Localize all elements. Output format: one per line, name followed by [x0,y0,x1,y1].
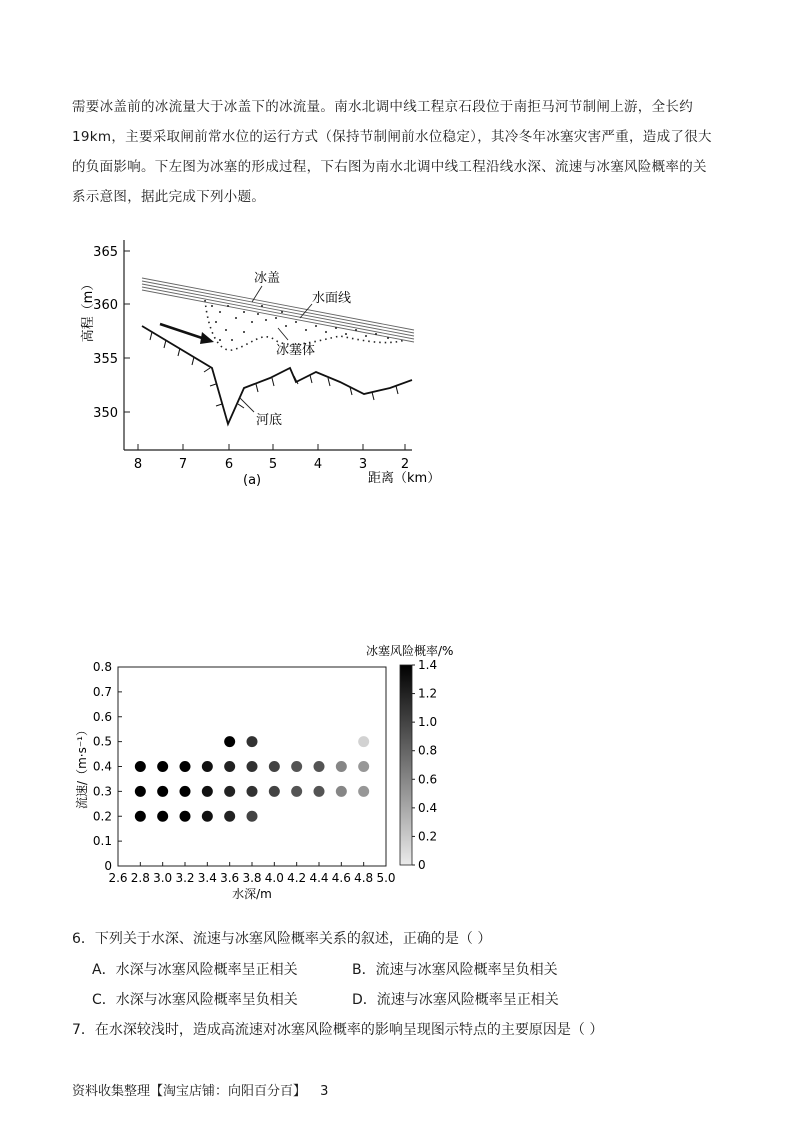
x-tick-label: 4.0 [264,871,284,885]
q6-option-c: C．水深与冰塞风险概率呈负相关 [92,992,298,1008]
scatter-point [180,786,191,797]
scatter-point [291,786,302,797]
figure-a-xtick: 2 [400,457,410,472]
scatter-point [157,811,168,822]
scatter-point [224,811,235,822]
figure-a-xtick: 5 [268,457,278,472]
scatter-points [135,736,369,822]
scatter-point [202,761,213,772]
colorbar-tick-label: 0.4 [418,800,438,815]
intro-line: 需要冰盖前的冰流量大于冰盖下的冰流量。南水北调中线工程京石段位于南拒马河节制闸上游，全长约 [72,99,693,115]
y-tick-label: 0.6 [92,709,112,724]
scatter-point [336,761,347,772]
y-tick-label: 0.1 [92,834,112,849]
figure-a-xtick: 4 [313,457,323,472]
q6-option-a: A．水深与冰塞风险概率呈正相关 [92,962,298,978]
question-6: 6．下列关于水深、流速与冰塞风险概率关系的叙述，正确的是（ ） [72,931,492,947]
y-tick-label: 0.8 [92,660,112,674]
scatter-point [358,736,369,747]
riverbed-label: 河底 [256,413,283,428]
y-tick-label: 0.4 [92,759,112,774]
colorbar-tick-label: 1.4 [418,658,438,672]
y-tick-label: 0.7 [92,684,112,699]
x-tick-label: 2.8 [130,871,150,885]
scatter-point [358,786,369,797]
scatter-point [358,761,369,772]
scatter-point [157,761,168,772]
x-tick-label: 3.4 [197,871,217,885]
colorbar-gradient [400,665,412,865]
figure-a-xtick: 8 [133,457,143,472]
x-tick-label: 2.6 [108,871,128,885]
scatter-point [336,786,347,797]
colorbar-title: 冰塞风险概率/% [366,644,454,658]
scatter-point [180,761,191,772]
colorbar-tick-label: 0.2 [418,829,438,844]
figure-a-ylabel: 高程（m） [81,277,96,343]
scatter-point [247,811,258,822]
scatter-point [224,786,235,797]
scatter-point [314,761,325,772]
intro-line: 系示意图，据此完成下列小题。 [72,189,266,205]
scatter-point [247,736,258,747]
y-tick-label: 0 [104,859,112,873]
q6-option-b: B．流速与冰塞风险概率呈负相关 [352,962,558,978]
ice-cover-label: 冰盖 [254,271,281,286]
figure-a-caption: (a) [243,473,262,488]
colorbar-tick-label: 1.0 [418,715,438,730]
figure-a-ytick: 365 [93,245,118,260]
scatter-point [314,786,325,797]
q6-option-d: D．流速与冰塞风险概率呈正相关 [352,992,559,1008]
y-tick-label: 0.5 [92,734,112,749]
y-tick-label: 0.2 [92,809,112,824]
x-tick-label: 4.4 [309,871,329,885]
figure-a-ytick: 355 [93,352,118,367]
colorbar-tick-label: 0.8 [418,743,438,758]
colorbar-tick-label: 0.6 [418,772,438,787]
x-tick-label: 4.6 [331,871,351,885]
scatter-point [202,786,213,797]
scatter-point [224,761,235,772]
ice-jam-label: 冰塞体 [276,343,316,358]
scatter-point [157,786,168,797]
page-footer [72,1080,328,1099]
figure-a-xtick: 3 [358,457,368,472]
question-7: 7．在水深较浅时，造成高流速对冰塞风险概率的影响呈现图示特点的主要原因是（ ） [72,1022,604,1038]
scatter-point [135,786,146,797]
scatter-point [224,736,235,747]
y-axis-title: 流速/（m·s⁻¹） [75,724,89,809]
scatter-point [269,786,280,797]
y-tick-label: 0.3 [92,784,112,799]
figure-a-ytick: 350 [93,406,118,421]
x-tick-label: 3.2 [175,871,195,885]
intro-line: 19km，主要采取闸前常水位的运行方式（保持节制闸前水位稳定），其冷冬年冰塞灾害严重，造成了很大 [72,129,712,145]
scatter-point [247,761,258,772]
water-surface-label: 水面线 [312,291,352,306]
scatter-point [202,811,213,822]
x-tick-label: 4.2 [287,871,307,885]
x-axis-title: 水深/m [232,887,272,901]
colorbar-tick-label: 1.2 [418,686,438,701]
scatter-point [269,761,280,772]
footer-source: 资料收集整理【淘宝店铺：向阳百分百】 [72,1084,307,1099]
x-tick-label: 4.8 [354,871,374,885]
footer-page-number: 3 [320,1084,329,1099]
figure-a-xtick: 7 [178,457,188,472]
figure-a-xtick: 6 [224,457,234,472]
figure-a-xlabel: 距离（km） [368,471,441,486]
intro-line: 的负面影响。下左图为冰塞的形成过程，下右图为南水北调中线工程沿线水深、流速与冰塞风险概率的关 [72,159,707,175]
x-tick-label: 5.0 [376,871,396,885]
x-tick-label: 3.8 [242,871,262,885]
scatter-point [180,811,191,822]
colorbar-tick-label: 0 [418,858,426,872]
scatter-point [247,786,258,797]
scatter-point [291,761,302,772]
colorbar [366,643,453,872]
scatter-point [135,761,146,772]
scatter-axes [74,660,396,901]
x-tick-label: 3.6 [220,871,240,885]
figure-a-ytick: 360 [93,298,118,313]
x-tick-label: 3.0 [153,871,173,885]
scatter-point [135,811,146,822]
